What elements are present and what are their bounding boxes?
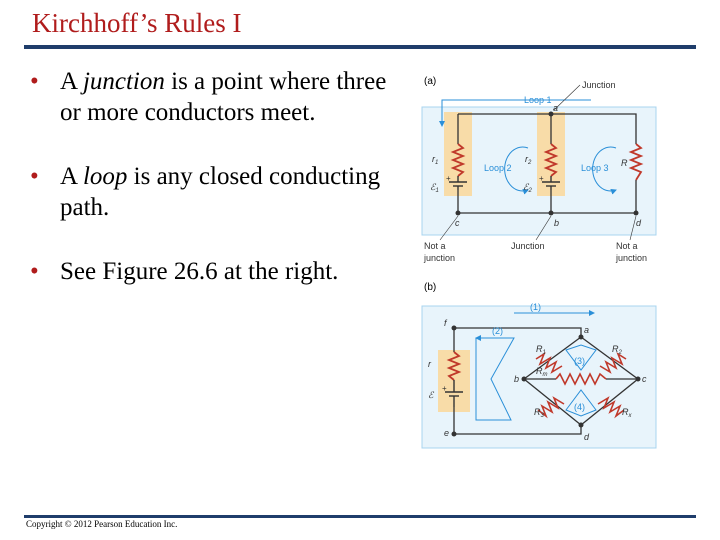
bullet-marker: • bbox=[30, 68, 39, 95]
node-b-e bbox=[452, 432, 457, 437]
label-R2: $R_2$ bbox=[612, 344, 622, 356]
label-r1: $r_1$ bbox=[432, 154, 439, 166]
node-c bbox=[456, 211, 461, 216]
not-junction-right-line2: junction bbox=[616, 253, 648, 263]
node-b-c bbox=[636, 377, 641, 382]
bullet-list bbox=[30, 66, 400, 320]
label-Rm: $R_m$ bbox=[536, 366, 548, 378]
node-b-f bbox=[452, 326, 457, 331]
panel-b-label: (b) bbox=[424, 282, 437, 293]
junction-bottom-label: Junction bbox=[511, 241, 545, 251]
label-c: c bbox=[455, 218, 460, 228]
bullet-marker: • bbox=[30, 258, 39, 285]
label-b-d: d bbox=[584, 432, 590, 442]
loop-b3-label: (3) bbox=[574, 356, 585, 366]
node-b bbox=[549, 211, 554, 216]
label-b-f: f bbox=[444, 318, 447, 328]
label-emf: ℰ bbox=[428, 390, 434, 400]
label-R1: $R_1$ bbox=[536, 344, 546, 356]
label-R: R bbox=[621, 158, 628, 168]
loop-3-label: Loop 3 bbox=[581, 163, 609, 173]
node-d bbox=[634, 211, 639, 216]
bullet-emphasis: junction bbox=[82, 68, 165, 95]
loop-2-label: Loop 2 bbox=[484, 163, 512, 173]
bullet-text-post: is any closed conducting path. bbox=[60, 163, 381, 221]
circuit-figure bbox=[416, 70, 666, 455]
loop-b1-label: (1) bbox=[530, 302, 541, 312]
label-b-a: a bbox=[584, 325, 590, 335]
plus-e2: + bbox=[539, 174, 544, 183]
label-e2: ℰ$_2$ bbox=[523, 182, 532, 194]
slide-title: Kirchhoff’s Rules I bbox=[32, 8, 242, 38]
not-junction-left-line1: Not a bbox=[424, 241, 446, 251]
bullet-text-pre: A bbox=[60, 68, 83, 95]
bullet-emphasis: loop bbox=[82, 163, 128, 190]
label-b-b: b bbox=[514, 374, 520, 384]
not-junction-left-line2: junction bbox=[424, 253, 456, 263]
bullet-marker: • bbox=[30, 163, 39, 190]
node-b-a bbox=[579, 335, 584, 340]
panel-a-label: (a) bbox=[424, 76, 437, 87]
label-b: b bbox=[554, 218, 560, 228]
bullet-text-pre: See Figure 26.6 at the right. bbox=[60, 258, 339, 285]
node-b-b bbox=[522, 377, 527, 382]
footer-divider bbox=[24, 515, 696, 518]
loop-b4-label: (4) bbox=[574, 402, 585, 412]
plus-e1: + bbox=[446, 174, 451, 183]
bullet-see-figure bbox=[30, 256, 400, 287]
bullet-text-pre: A bbox=[60, 163, 83, 190]
label-r2: $r_2$ bbox=[525, 154, 532, 166]
copyright-notice: Copyright © 2012 Pearson Education Inc. bbox=[26, 519, 178, 529]
not-junction-right-line1: Not a bbox=[616, 241, 638, 251]
bullet-junction bbox=[30, 66, 400, 128]
label-d: d bbox=[636, 218, 642, 228]
title-divider bbox=[24, 45, 696, 49]
figure-26-6 bbox=[416, 70, 666, 460]
label-a: a bbox=[553, 103, 559, 113]
plus-emf: + bbox=[442, 384, 447, 393]
junction-top-label: Junction bbox=[582, 80, 616, 90]
label-e1: ℰ$_1$ bbox=[430, 182, 439, 194]
bullet-loop bbox=[30, 161, 400, 223]
label-R3: $R_3$ bbox=[534, 407, 544, 419]
node-b-d bbox=[579, 423, 584, 428]
label-b-c: c bbox=[642, 374, 647, 384]
loop-b2-label: (2) bbox=[492, 326, 503, 336]
loop-1-label: Loop 1 bbox=[524, 95, 552, 105]
label-b-e: e bbox=[444, 428, 450, 438]
bullet-text-post: is a point where three or more conductors meet. bbox=[60, 68, 387, 126]
label-Rx: $R_x$ bbox=[622, 407, 632, 419]
label-r: r bbox=[428, 359, 431, 369]
